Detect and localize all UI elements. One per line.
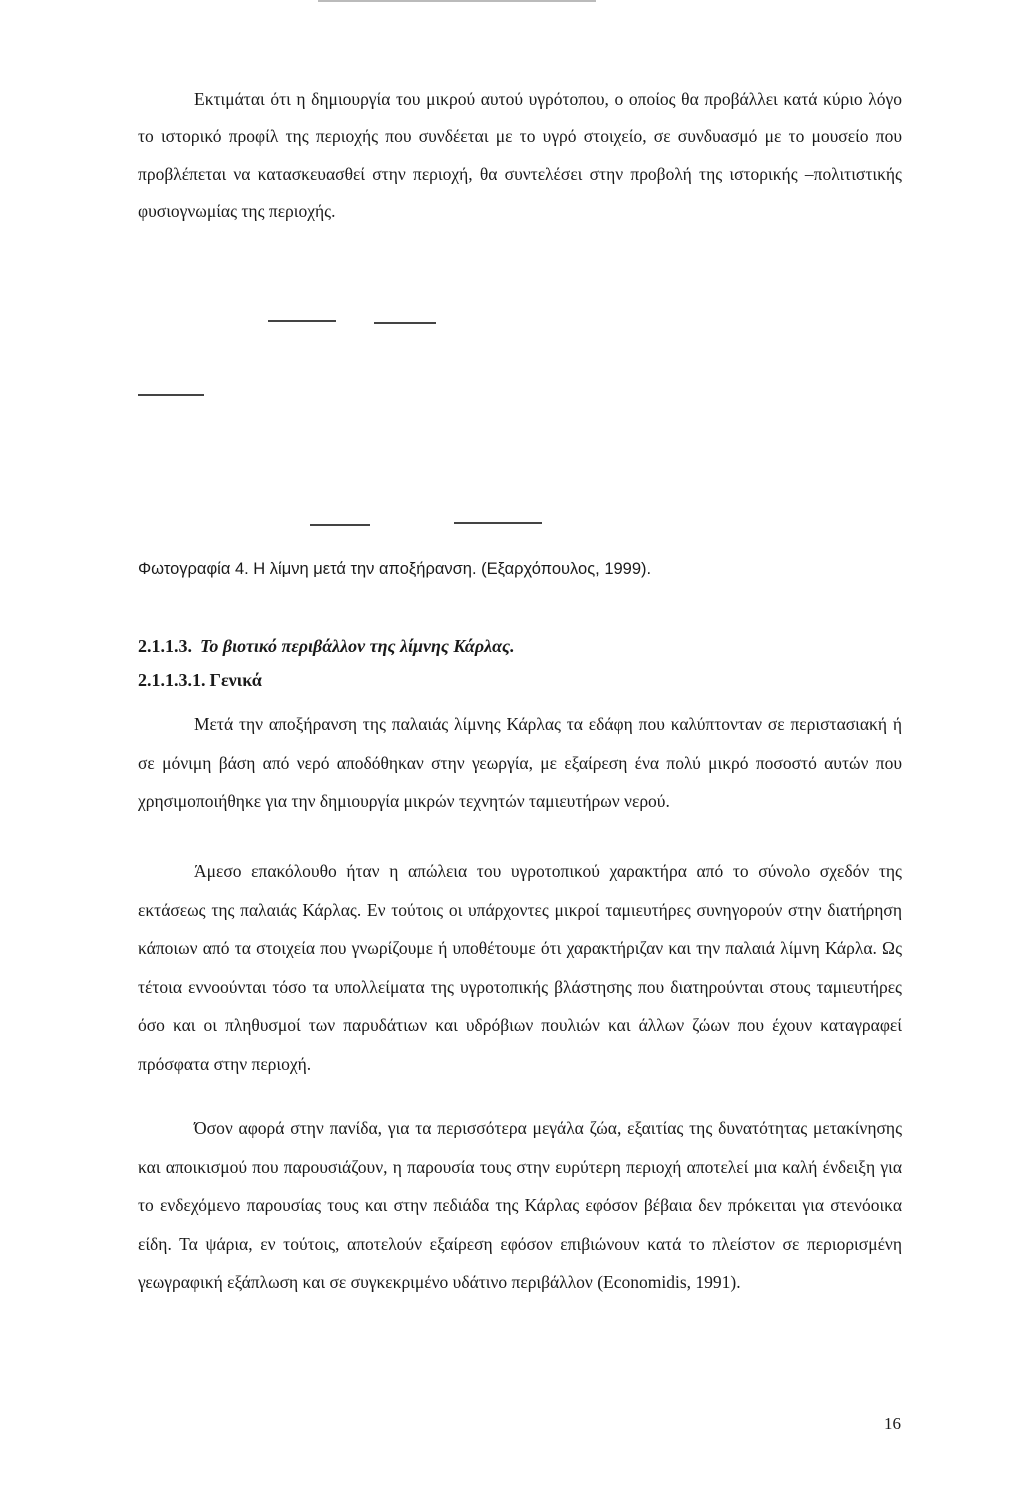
- intro-paragraph: Εκτιμάται ότι η δημιουργία του μικρού αυτού υγρότοπου, ο οποίος θα προβάλλει κατά κύριο λόγο το ιστορικό προφίλ της περιοχής που συνδέεται με το υγρό στοιχείο, σε συνδυασμό με το μουσείο που προβλέπεται να κατασκευασθεί στην περιοχή, θα συντελέσει στην προβολή της ιστορικής –πολιτιστικής φυσιογνωμίας της περιοχής.: [138, 89, 902, 222]
- page-number: 16: [884, 1414, 901, 1433]
- photo-caption: Φωτογραφία 4. Η λίμνη μετά την αποξήρανση. (Εξαρχόπουλος, 1999).: [138, 560, 652, 578]
- subsection-title: Γενικά: [209, 670, 262, 690]
- top-rule: [318, 0, 596, 2]
- subsection-heading: [138, 670, 262, 691]
- section-number: 2.1.1.3.: [138, 636, 192, 656]
- photo-artifact-line: [138, 394, 204, 396]
- general-paragraph-1: Μετά την αποξήρανση της παλαιάς λίμνης Κάρλας τα εδάφη που καλύπτονταν σε περιστασιακή ή σε μόνιμη βάση από νερό αποδόθηκαν στην γεωργία, με εξαίρεση ένα πολύ μικρό ποσοστό αυτών που χρησιμοποιήθηκε για την δημιουργία μικρών τεχνητών ταμιευτήρων νερού.: [138, 714, 902, 812]
- section-title: Το βιοτικό περιβάλλον της λίμνης Κάρλας.: [200, 636, 515, 656]
- general-paragraph-2: Άμεσο επακόλουθο ήταν η απώλεια του υγροτοπικού χαρακτήρα από το σύνολο σχεδόν της εκτάσεως της παλαιάς Κάρλας. Εν τούτοις οι υπάρχοντες μικροί ταμιευτήρες συνηγορούν στην διατήρηση κάποιων από τα στοιχεία που γνωρίζουμε ή υποθέτουμε ότι χαρακτήριζαν και την παλαιά λίμνη Κάρλα. Ως τέτοια εννοούνται τόσο τα υπολλείματα της υγροτοπικής βλάστησης που διατηρούνται στους ταμιευτήρες όσο και οι πληθυσμοί των παρυδάτιων και υδρόβιων πουλιών και άλλων ζώων που έχουν καταγραφεί πρόσφατα στην περιοχή.: [138, 861, 902, 1074]
- photo-placeholder: [138, 300, 902, 540]
- photo-artifact-line: [454, 522, 542, 524]
- photo-artifact-line: [268, 320, 336, 322]
- section-heading: [138, 636, 515, 657]
- subsection-number: 2.1.1.3.1.: [138, 670, 206, 690]
- general-paragraph-3: Όσον αφορά στην πανίδα, για τα περισσότερα μεγάλα ζώα, εξαιτίας της δυνατότητας μετακίνησης και αποικισμού που παρουσιάζουν, η παρουσία τους στην ευρύτερη περιοχή αποτελεί μια καλή ένδειξη για το ενδεχόμενο παρουσίας τους και στην πεδιάδα της Κάρλας εφόσον βέβαια δεν πρόκειται για στενόοικα είδη. Τα ψάρια, εν τούτοις, αποτελούν εξαίρεση εφόσον επιβιώνουν κατά το πλείστον σε περιορισμένη γεωγραφική εξάπλωση και σε συγκεκριμένο υδάτινο περιβάλλον (Economidis, 1991).: [138, 1118, 902, 1293]
- photo-artifact-line: [310, 524, 370, 526]
- photo-artifact-line: [374, 322, 436, 324]
